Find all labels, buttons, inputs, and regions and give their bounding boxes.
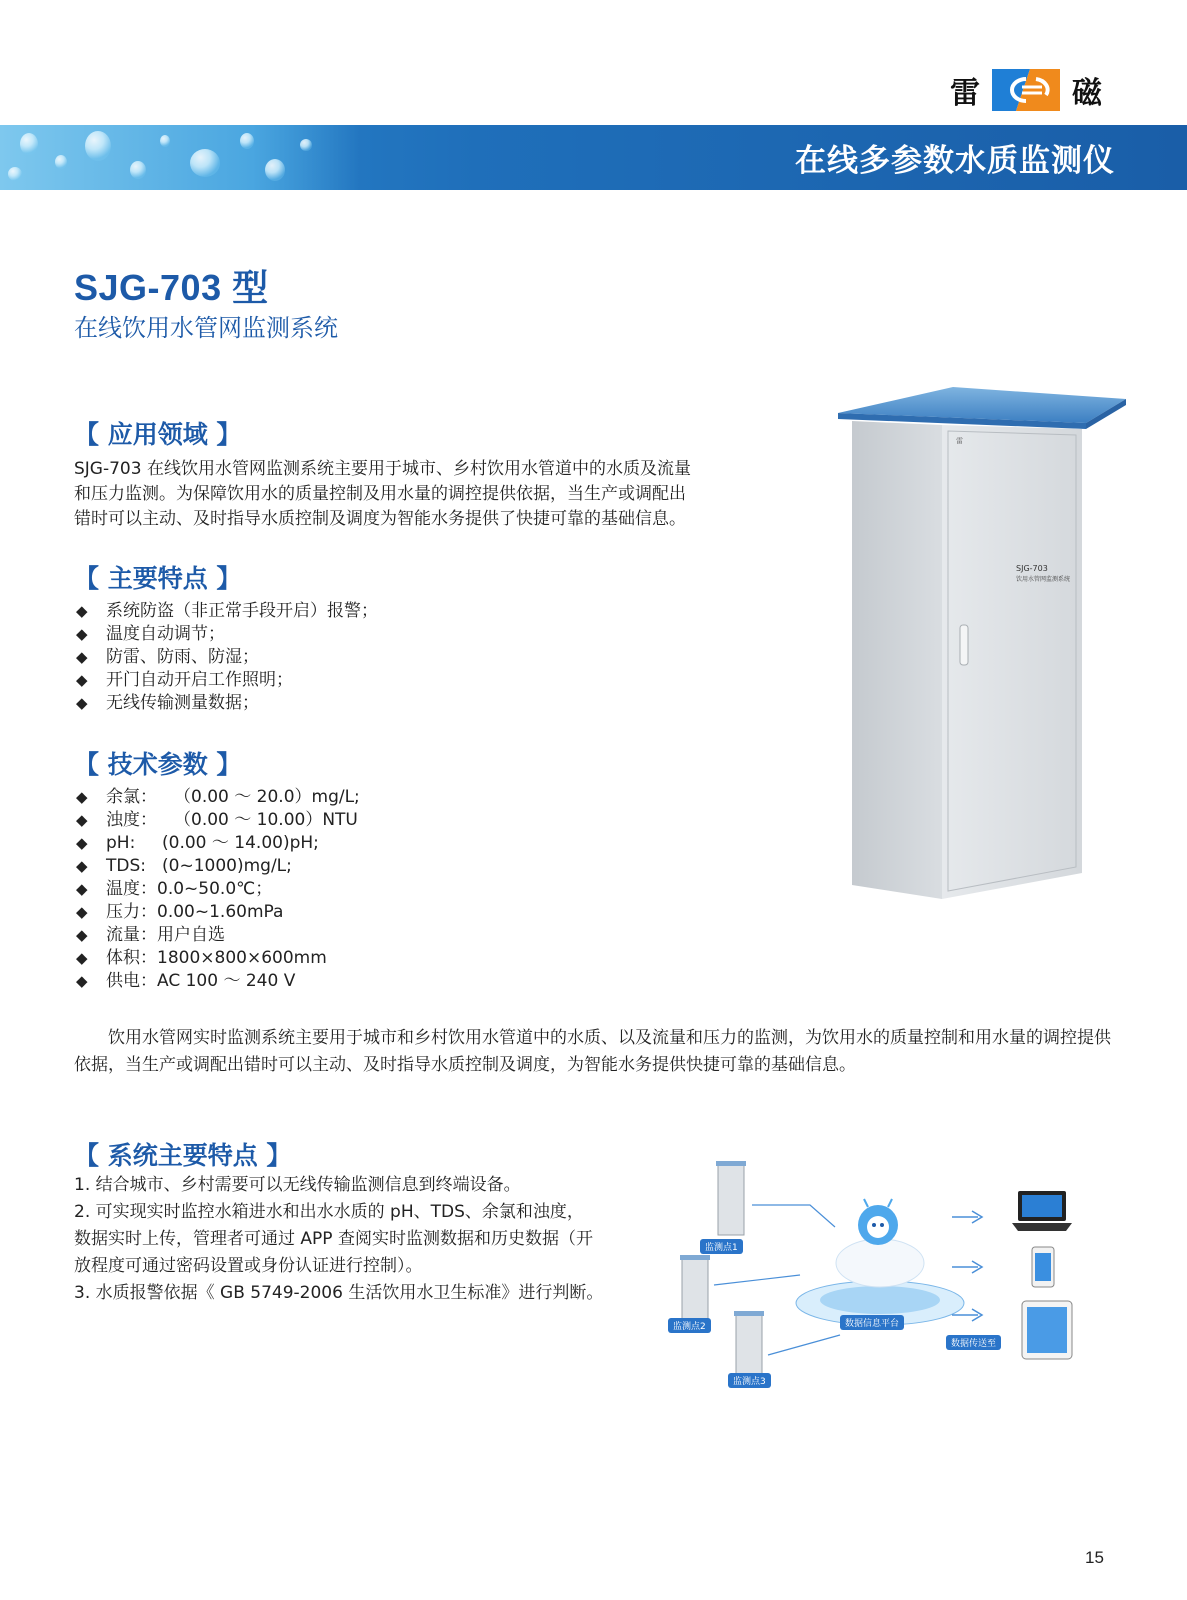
specs-list bbox=[76, 786, 360, 993]
application-line: SJG-703 在线饮用水管网监测系统主要用于城市、乡村饮用水管道中的水质及流量 bbox=[74, 459, 691, 479]
system-line: 数据实时上传，管理者可通过 APP 查阅实时监测数据和历史数据（开 bbox=[74, 1229, 593, 1249]
spec-item: ◆ 供电： AC 100 ～ 240 V bbox=[76, 971, 296, 991]
application-line: 错时可以主动、及时指导水质控制及调度为智能水务提供了快捷可靠的基础信息。 bbox=[74, 509, 686, 529]
application-line: 和压力监测。为保障饮用水的质量控制及用水量的调控提供依据，当生产或调配出 bbox=[74, 484, 686, 504]
system-diagram bbox=[660, 1155, 1120, 1405]
cabinet-image bbox=[838, 385, 1128, 905]
brand-logo bbox=[950, 62, 1102, 118]
banner-title: 在线多参数水质监测仪 bbox=[795, 143, 1115, 179]
list-item: ◆ 无线传输测量数据； bbox=[76, 693, 259, 713]
page-number: 15 bbox=[1085, 1548, 1104, 1567]
list-item: ◆ 开门自动开启工作照明； bbox=[76, 670, 293, 690]
label-point-1: 监测点1 bbox=[700, 1239, 743, 1254]
application-heading: 【 应用领域 】 bbox=[74, 420, 242, 449]
water-drops-image bbox=[0, 125, 360, 190]
spec-item: ◆ 流量： 用户自选 bbox=[76, 925, 225, 945]
brand-char-left: 雷 bbox=[950, 76, 980, 111]
features-heading: 【 主要特点 】 bbox=[74, 564, 242, 593]
spec-item: ◆ 压力： 0.00~1.60mPa bbox=[76, 902, 284, 922]
cabinet-icon-1 bbox=[716, 1161, 746, 1235]
phone-icon bbox=[1032, 1247, 1054, 1287]
product-subtitle: 在线饮用水管网监测系统 bbox=[74, 314, 338, 342]
list-item: ◆ 系统防盗（非正常手段开启）报警； bbox=[76, 601, 378, 621]
cabinet-name: 饮用水管网监测系统 bbox=[1016, 576, 1071, 583]
spec-item: ◆ 体积： 1800×800×600mm bbox=[76, 948, 327, 968]
label-point-3: 监测点3 bbox=[728, 1373, 771, 1388]
cabinet-illustration bbox=[838, 385, 1128, 905]
model-number: SJG-703 bbox=[74, 267, 222, 308]
product-model bbox=[74, 260, 269, 311]
system-heading: 【 系统主要特点 】 bbox=[74, 1141, 292, 1170]
features-list bbox=[76, 600, 378, 715]
system-list bbox=[74, 1172, 654, 1307]
system-line: 2. 可实现实时监控水箱进水和出水水质的 pH、TDS、余氯和浊度， bbox=[74, 1202, 584, 1222]
brand-mark-icon bbox=[986, 65, 1066, 115]
spec-item: ◆ pH: (0.00 ～ 14.00)pH; bbox=[76, 833, 319, 853]
label-transfer: 数据传送至 bbox=[946, 1335, 1001, 1350]
system-line: 放程度可通过密码设置或身份认证进行控制）。 bbox=[74, 1256, 423, 1276]
label-platform: 数据信息平台 bbox=[840, 1315, 904, 1330]
list-item: ◆ 温度自动调节； bbox=[76, 624, 225, 644]
system-line: 3. 水质报警依据《 GB 5749-2006 生活饮用水卫生标准》进行判断。 bbox=[74, 1283, 604, 1303]
model-suffix: 型 bbox=[232, 268, 269, 309]
diagram-graphics bbox=[660, 1155, 1120, 1405]
tablet-icon bbox=[1022, 1301, 1072, 1359]
cabinet-model: SJG-703 bbox=[1016, 564, 1048, 573]
list-item: ◆ 防雷、防雨、防湿； bbox=[76, 647, 259, 667]
specs-heading: 【 技术参数 】 bbox=[74, 750, 242, 779]
label-point-2: 监测点2 bbox=[668, 1318, 711, 1333]
spec-item: ◆ 温度： 0.0~50.0℃； bbox=[76, 879, 273, 899]
cabinet-brand: 雷 bbox=[956, 437, 963, 445]
system-paragraph: 饮用水管网实时监测系统主要用于城市和乡村饮用水管道中的水质、以及流量和压力的监测，为饮用水的质量控制和用水量的调控提供依据，当生产或调配出错时可以主动、及时指导水质控制及调度，为智能水务提供快捷可靠的基础信息。 bbox=[74, 1028, 1111, 1075]
application-text bbox=[74, 457, 794, 532]
title-banner bbox=[0, 125, 1187, 190]
laptop-icon bbox=[1012, 1191, 1072, 1231]
spec-item: ◆ 浊度： （0.00 ～ 10.00）NTU bbox=[76, 810, 358, 830]
spec-item: ◆ 余氯： （0.00 ～ 20.0）mg/L; bbox=[76, 787, 360, 807]
system-line: 1. 结合城市、乡村需要可以无线传输监测信息到终端设备。 bbox=[74, 1175, 521, 1195]
spec-item: ◆ TDS: (0~1000)mg/L; bbox=[76, 856, 292, 876]
brand-char-right: 磁 bbox=[1072, 76, 1102, 111]
